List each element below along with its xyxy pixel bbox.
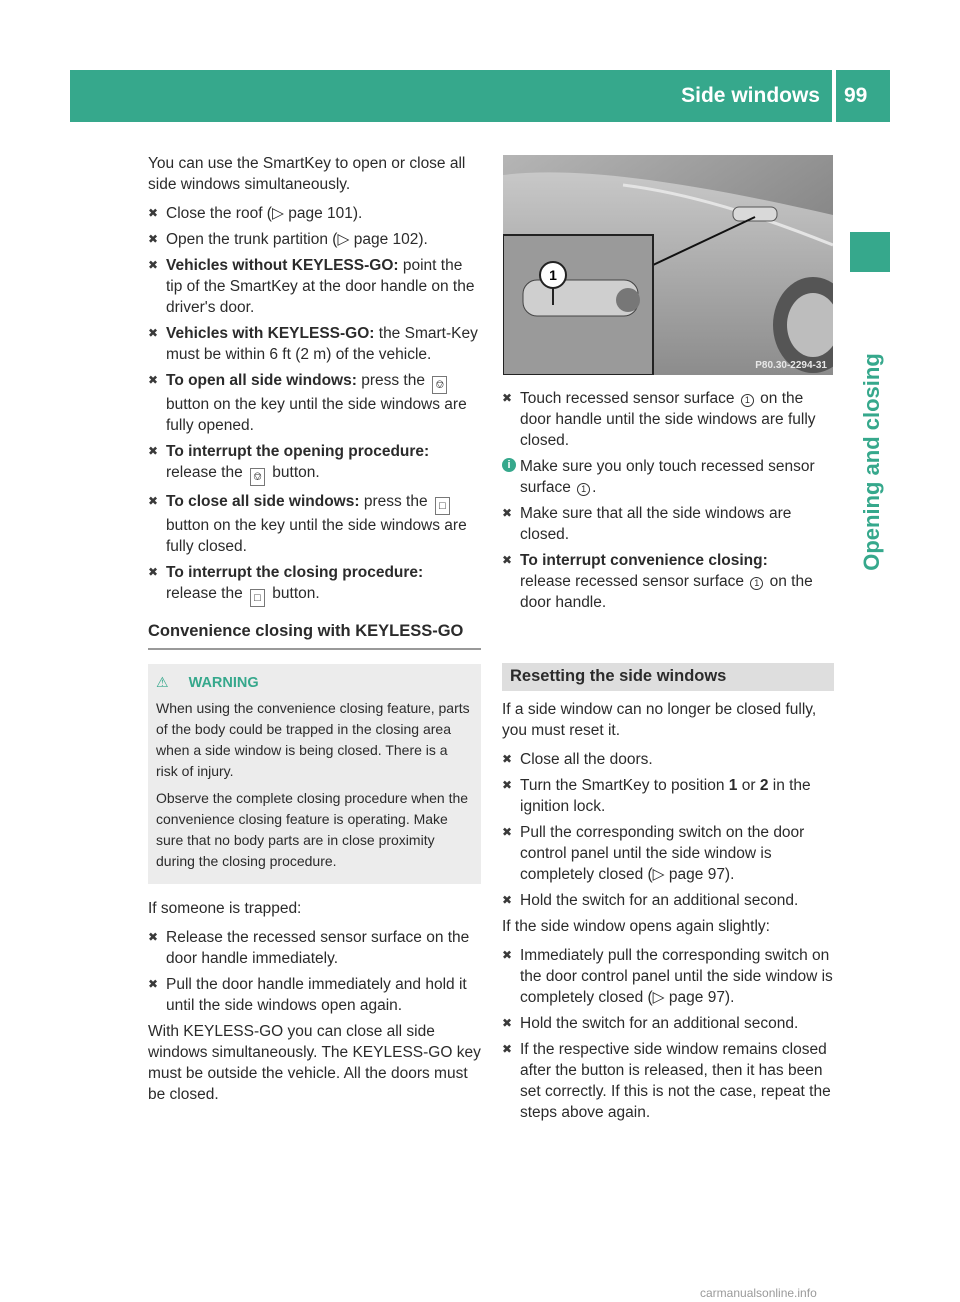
step-hold-switch-again: ✖ Hold the switch for an additional second. [502,1013,834,1034]
step-close-roof: ✖ Close the roof (▷ page 101). [148,203,481,224]
step-pull-handle: ✖ Pull the door handle immediately and hold it until the side windows open again. [148,974,481,1016]
page-title: Side windows [681,84,820,107]
lock-icon: □ [250,589,265,607]
step-hold-switch: ✖ Hold the switch for an additional second. [502,890,834,911]
warning-box [148,664,481,884]
photo-marker: 1 [549,267,557,283]
step-windows-closed: ✖ Make sure that all the side windows are closed. [502,503,834,545]
step-without-keyless: ✖ Vehicles without KEYLESS-GO: point the tip of the SmartKey at the door handle on the driver's door. [148,255,481,318]
car-door-illustration [503,155,833,375]
page-ref-icon: ▷ [337,231,354,248]
info-note: i Make sure you only touch recessed sensor surface 1 . [502,456,834,498]
step-open-all-windows: ✖ To open all side windows: press the ⎊ button on the key until the side windows are fully opened. [148,370,481,436]
step-turn-smartkey: ✖ Turn the SmartKey to position 1 or 2 in the ignition lock. [502,775,834,817]
step-pull-switch: ✖ Pull the corresponding switch on the door control panel until the side window is completely closed (▷ page 97). [502,822,834,885]
right-column-bottom [502,699,834,1128]
warning-triangle-icon: ⚠ [156,674,169,690]
section-heading: Convenience closing with KEYLESS-GO [148,621,481,650]
step-close-doors: ✖ Close all the doors. [502,749,834,770]
door-handle-photo [503,155,833,375]
step-interrupt-convenience: ✖ To interrupt convenience closing: release recessed sensor surface 1 on the door handle. [502,550,834,613]
step-close-all-windows: ✖ To close all side windows: press the □ button on the key until the side windows are fully closed. [148,491,481,557]
reset-heading: Resetting the side windows [510,667,727,685]
page-ref-icon: ▷ [271,205,289,222]
trapped-heading: If someone is trapped: [148,900,302,917]
info-icon: i [502,458,516,472]
unlock-icon: ⎊ [250,468,265,486]
warning-text-2: Observe the complete closing procedure when the convenience closing feature is operating. Make sure that no body parts are in close proximity during the closing procedure. [156,790,469,869]
warning-text-1: When using the convenience closing feature, parts of the body could be trapped in the closing area when a side window is being closed. There is a risk of injury. [156,700,470,779]
intro-text: You can use the SmartKey to open or close all side windows simultaneously. [148,155,466,193]
keyless-note: With KEYLESS-GO you can close all side windows simultaneously. The KEYLESS-GO key must be outside the vehicle. All the doors must be closed. [148,1023,481,1103]
lock-icon: □ [435,497,450,515]
warning-title: WARNING [188,675,259,691]
step-interrupt-opening: ✖ To interrupt the opening procedure: release the ⎊ button. [148,441,481,486]
step-release-sensor: ✖ Release the recessed sensor surface on the door handle immediately. [148,927,481,969]
step-touch-sensor: ✖ Touch recessed sensor surface 1 on the door handle until the side windows are fully closed. [502,388,834,451]
marker-1-icon: 1 [750,577,763,590]
page-ref-icon: ▷ [652,989,669,1006]
chapter-tab-label: Opening and closing [859,353,884,571]
footer-watermark: carmanualsonline.info [700,1286,817,1300]
right-column-top [502,388,834,618]
reset-heading-bar [502,663,834,691]
unlock-icon: ⎊ [432,376,447,394]
chapter-tab-marker [850,232,890,272]
figure-code: P80.30-2294-31 [755,360,827,371]
marker-1-icon: 1 [577,483,590,496]
step-with-keyless: ✖ Vehicles with KEYLESS-GO: the Smart-Key must be within 6 ft (2 m) of the vehicle. [148,323,481,365]
step-immediately-pull: ✖ Immediately pull the corresponding switch on the door control panel until the side window is completely closed (▷ page 97). [502,945,834,1008]
step-open-trunk-partition: ✖ Open the trunk partition (▷ page 102). [148,229,481,250]
left-column [148,153,481,1113]
marker-1-icon: 1 [741,394,754,407]
header-bar [70,70,832,122]
opens-again-text: If the side window opens again slightly: [502,918,770,935]
reset-intro: If a side window can no longer be closed fully, you must reset it. [502,701,817,739]
step-verify-reset: ✖ If the respective side window remains closed after the button is released, then it has been set correctly. If this is not the case, repeat the steps above again. [502,1039,834,1123]
page-ref-icon: ▷ [652,866,669,883]
page-number: 99 [844,84,868,107]
step-interrupt-closing: ✖ To interrupt the closing procedure: release the □ button. [148,562,481,607]
page-number-box [836,70,890,122]
